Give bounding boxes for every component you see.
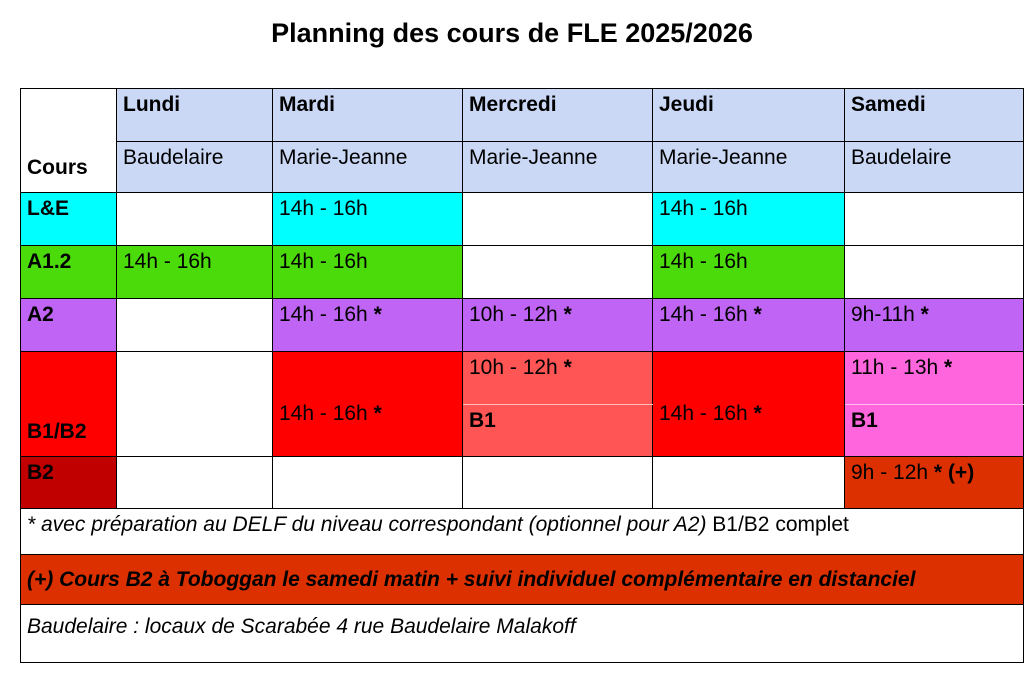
row-a2 bbox=[21, 299, 1024, 352]
plus-b2-samedi: (+) bbox=[947, 461, 975, 484]
cell-b1b2-lundi bbox=[117, 352, 273, 457]
time-b2-samedi: 9h - 12h bbox=[851, 461, 934, 484]
note-toboggan: (+) Cours B2 à Toboggan le samedi matin + suivi individuel complémentaire en distanciel bbox=[21, 555, 1024, 605]
cell-b1b2-samedi-top bbox=[845, 352, 1024, 405]
cell-le-mercredi bbox=[463, 193, 653, 246]
star-b1b2-mercredi: * bbox=[563, 356, 572, 379]
note-delf-text: * avec préparation au DELF du niveau correspondant (optionnel pour A2) bbox=[27, 513, 707, 536]
header-location-samedi: Baudelaire bbox=[845, 142, 1024, 193]
header-location-lundi: Baudelaire bbox=[117, 142, 273, 193]
note-complet-text: B1/B2 complet bbox=[706, 513, 849, 536]
cell-a12-jeudi: 14h - 16h bbox=[653, 246, 845, 299]
row-le bbox=[21, 193, 1024, 246]
page-title: Planning des cours de FLE 2025/2026 bbox=[271, 18, 753, 48]
cell-le-samedi bbox=[845, 193, 1024, 246]
row-label-b2: B2 bbox=[21, 457, 117, 509]
star-b1b2-jeudi: * bbox=[753, 402, 762, 425]
time-b1b2-mardi: 14h - 16h bbox=[279, 402, 374, 425]
cell-a12-samedi bbox=[845, 246, 1024, 299]
cell-a2-mercredi bbox=[463, 299, 653, 352]
star-a2-mardi: * bbox=[373, 303, 382, 326]
row-label-a2: A2 bbox=[21, 299, 117, 352]
cell-b2-lundi bbox=[117, 457, 273, 509]
cell-a12-mercredi bbox=[463, 246, 653, 299]
note-delf bbox=[21, 509, 1024, 555]
row-b2 bbox=[21, 457, 1024, 509]
star-a2-mercredi: * bbox=[563, 303, 572, 326]
cell-b2-jeudi bbox=[653, 457, 845, 509]
cell-b1b2-mardi bbox=[273, 352, 463, 457]
cell-b2-mardi bbox=[273, 457, 463, 509]
header-day-mardi: Mardi bbox=[273, 89, 463, 142]
cell-le-jeudi: 14h - 16h bbox=[653, 193, 845, 246]
time-a2-samedi: 9h-11h bbox=[851, 303, 921, 326]
star-b1b2-mardi: * bbox=[373, 402, 382, 425]
header-day-lundi: Lundi bbox=[117, 89, 273, 142]
header-location-row bbox=[21, 142, 1024, 193]
row-b1b2-top bbox=[21, 352, 1024, 405]
star-a2-samedi: * bbox=[920, 303, 929, 326]
header-cours-cell bbox=[21, 89, 117, 193]
row-label-b1b2: B1/B2 bbox=[21, 352, 117, 457]
cell-a12-mardi: 14h - 16h bbox=[273, 246, 463, 299]
time-a2-jeudi: 14h - 16h bbox=[659, 303, 754, 326]
star-b2-samedi: * bbox=[933, 461, 943, 484]
time-b1b2-jeudi: 14h - 16h bbox=[659, 402, 754, 425]
time-b1b2-samedi: 11h - 13h bbox=[851, 356, 945, 379]
cours-label: Cours bbox=[27, 156, 88, 179]
cell-a2-samedi bbox=[845, 299, 1024, 352]
header-location-jeudi: Marie-Jeanne bbox=[653, 142, 845, 193]
time-a2-mercredi: 10h - 12h bbox=[469, 303, 564, 326]
note-baudelaire-row bbox=[21, 605, 1024, 663]
time-a2-mardi: 14h - 16h bbox=[279, 303, 374, 326]
header-days-row bbox=[21, 89, 1024, 142]
star-b1b2-samedi: * bbox=[944, 356, 953, 379]
cell-a12-lundi: 14h - 16h bbox=[117, 246, 273, 299]
cell-le-lundi bbox=[117, 193, 273, 246]
row-label-a12: A1.2 bbox=[21, 246, 117, 299]
header-location-mardi: Marie-Jeanne bbox=[273, 142, 463, 193]
note-toboggan-row bbox=[21, 555, 1024, 605]
star-a2-jeudi: * bbox=[753, 303, 762, 326]
cell-b1b2-mercredi-top bbox=[463, 352, 653, 405]
header-location-mercredi: Marie-Jeanne bbox=[463, 142, 653, 193]
header-day-samedi: Samedi bbox=[845, 89, 1024, 142]
note-baudelaire: Baudelaire : locaux de Scarabée 4 rue Baudelaire Malakoff bbox=[21, 605, 1024, 663]
cell-a2-lundi bbox=[117, 299, 273, 352]
cell-b2-samedi bbox=[845, 457, 1024, 509]
cell-b1b2-samedi-bottom: B1 bbox=[845, 405, 1024, 457]
cell-a2-jeudi bbox=[653, 299, 845, 352]
cell-b2-mercredi bbox=[463, 457, 653, 509]
cell-a2-mardi bbox=[273, 299, 463, 352]
cell-le-mardi: 14h - 16h bbox=[273, 193, 463, 246]
header-day-mercredi: Mercredi bbox=[463, 89, 653, 142]
cell-b1b2-jeudi bbox=[653, 352, 845, 457]
row-a12 bbox=[21, 246, 1024, 299]
time-b1b2-mercredi: 10h - 12h bbox=[469, 356, 564, 379]
row-label-le: L&E bbox=[21, 193, 117, 246]
note-delf-row bbox=[21, 509, 1024, 555]
schedule-table bbox=[20, 88, 1024, 663]
cell-b1b2-mercredi-bottom: B1 bbox=[463, 405, 653, 457]
header-day-jeudi: Jeudi bbox=[653, 89, 845, 142]
